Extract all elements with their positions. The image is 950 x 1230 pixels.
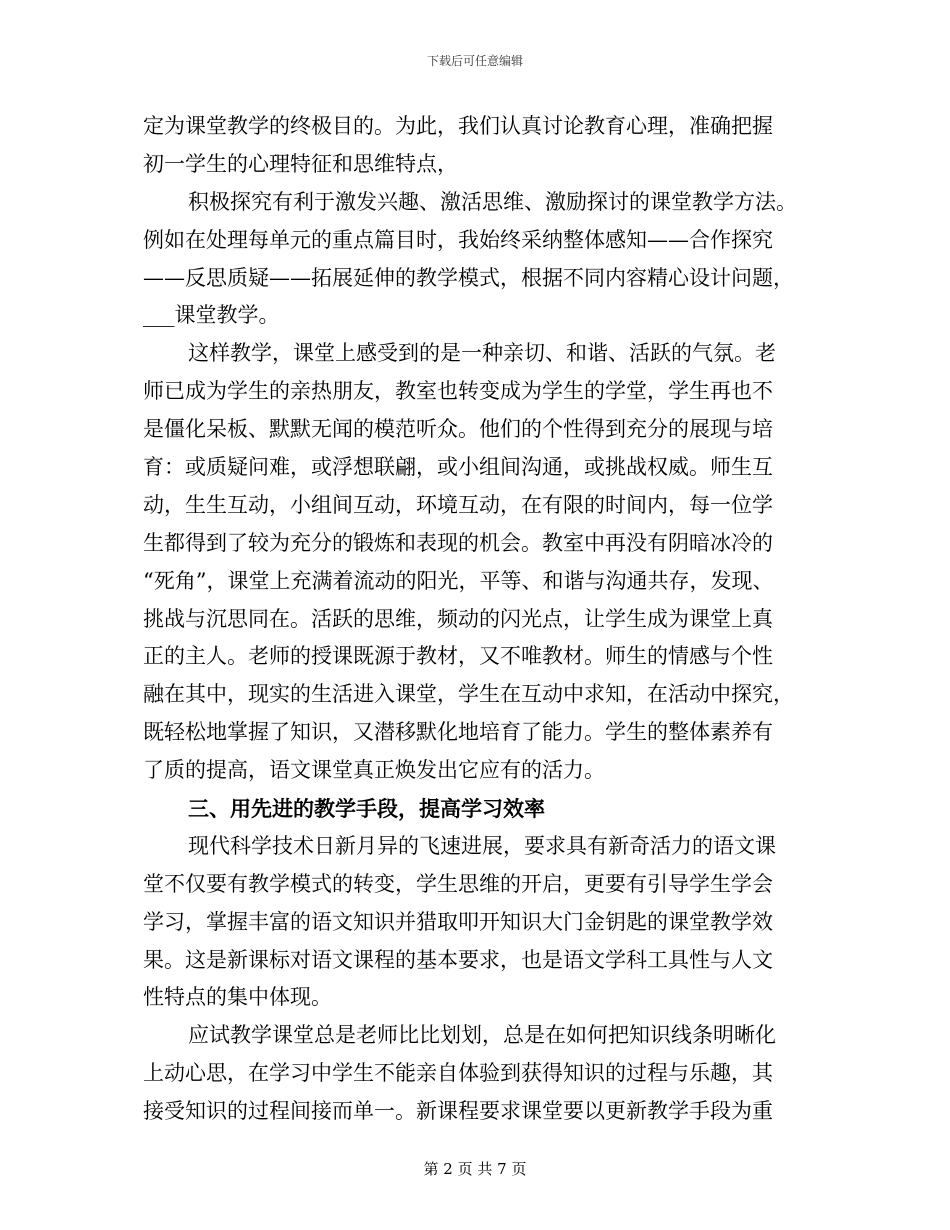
text-line: 生都得到了较为充分的锻炼和表现的机会。教室中再没有阴暗冰冷的 [143, 530, 773, 555]
text-line: 应试教学课堂总是老师比比划划，总是在如何把知识线条明晰化 [188, 1023, 776, 1048]
text-line: 是僵化呆板、默默无闻的模范听众。他们的个性得到充分的展现与培 [143, 417, 773, 442]
text-line: 例如在处理每单元的重点篇目时，我始终采纳整体感知——合作探究 [143, 227, 773, 252]
page-number: 第 2 页 共 7 页 [423, 1160, 527, 1178]
section-heading: 三、用先进的教学手段，提高学习效率 [188, 796, 545, 822]
text-line: 定为课堂教学的终极目的。为此，我们认真讨论教育心理，准确把握 [143, 114, 773, 138]
text-line: 果。这是新课标对语文课程的基本要求，也是语文学科工具性与人文 [143, 947, 773, 972]
text-line: 动，生生互动，小组间互动，环境互动，在有限的时间内，每一位学 [143, 492, 773, 517]
text-line: 既轻松地掌握了知识，又潜移默化地培育了能力。学生的整体素养有 [143, 720, 773, 745]
text-line: 学习，掌握丰富的语文知识并猎取叩开知识大门金钥匙的课堂教学效 [143, 909, 773, 934]
text-line: 积极探究有利于激发兴趣、激活思维、激励探讨的课堂教学方法。 [188, 189, 797, 214]
text-line: 育：或质疑问难，或浮想联翩，或小组间沟通，或挑战权威。师生互 [143, 455, 773, 480]
text-line: 了质的提高，语文课堂真正焕发出它应有的活力。 [143, 758, 605, 783]
text-line: ___课堂教学。 [143, 303, 280, 328]
page-header: 下载后可任意编辑 [426, 54, 523, 68]
text-line: 性特点的集中体现。 [143, 985, 332, 1010]
text-line: “死角”，课堂上充满着流动的阳光，平等、和谐与沟通共存，发现、 [143, 568, 774, 593]
text-line: 堂不仅要有教学模式的转变，学生思维的开启，更要有引导学生学会 [143, 871, 773, 896]
text-line: 正的主人。老师的授课既源于教材，又不唯教材。师生的情感与个性 [143, 644, 773, 669]
text-line: 上动心思，在学习中学生不能亲自体验到获得知识的过程与乐趣，其 [143, 1061, 773, 1086]
text-line: ——反思质疑——拓展延伸的教学模式，根据不同内容精心设计问题， [143, 265, 794, 290]
text-line: 接受知识的过程间接而单一。新课程要求课堂要以更新教学手段为重 [143, 1099, 773, 1124]
text-line: 挑战与沉思同在。活跃的思维，频动的闪光点，让学生成为课堂上真 [143, 606, 773, 631]
text-line: 这样教学，课堂上感受到的是一种亲切、和谐、活跃的气氛。老 [188, 341, 776, 366]
text-line: 融在其中，现实的生活进入课堂，学生在互动中求知，在活动中探究， [143, 682, 794, 707]
text-line: 初一学生的心理特征和思维特点， [143, 151, 458, 176]
text-line: 师已成为学生的亲热朋友，教室也转变成为学生的学堂，学生再也不 [143, 379, 773, 404]
document-body [143, 108, 823, 1131]
text-line: 现代科学技术日新月异的飞速进展，要求具有新奇活力的语文课 [188, 833, 776, 858]
